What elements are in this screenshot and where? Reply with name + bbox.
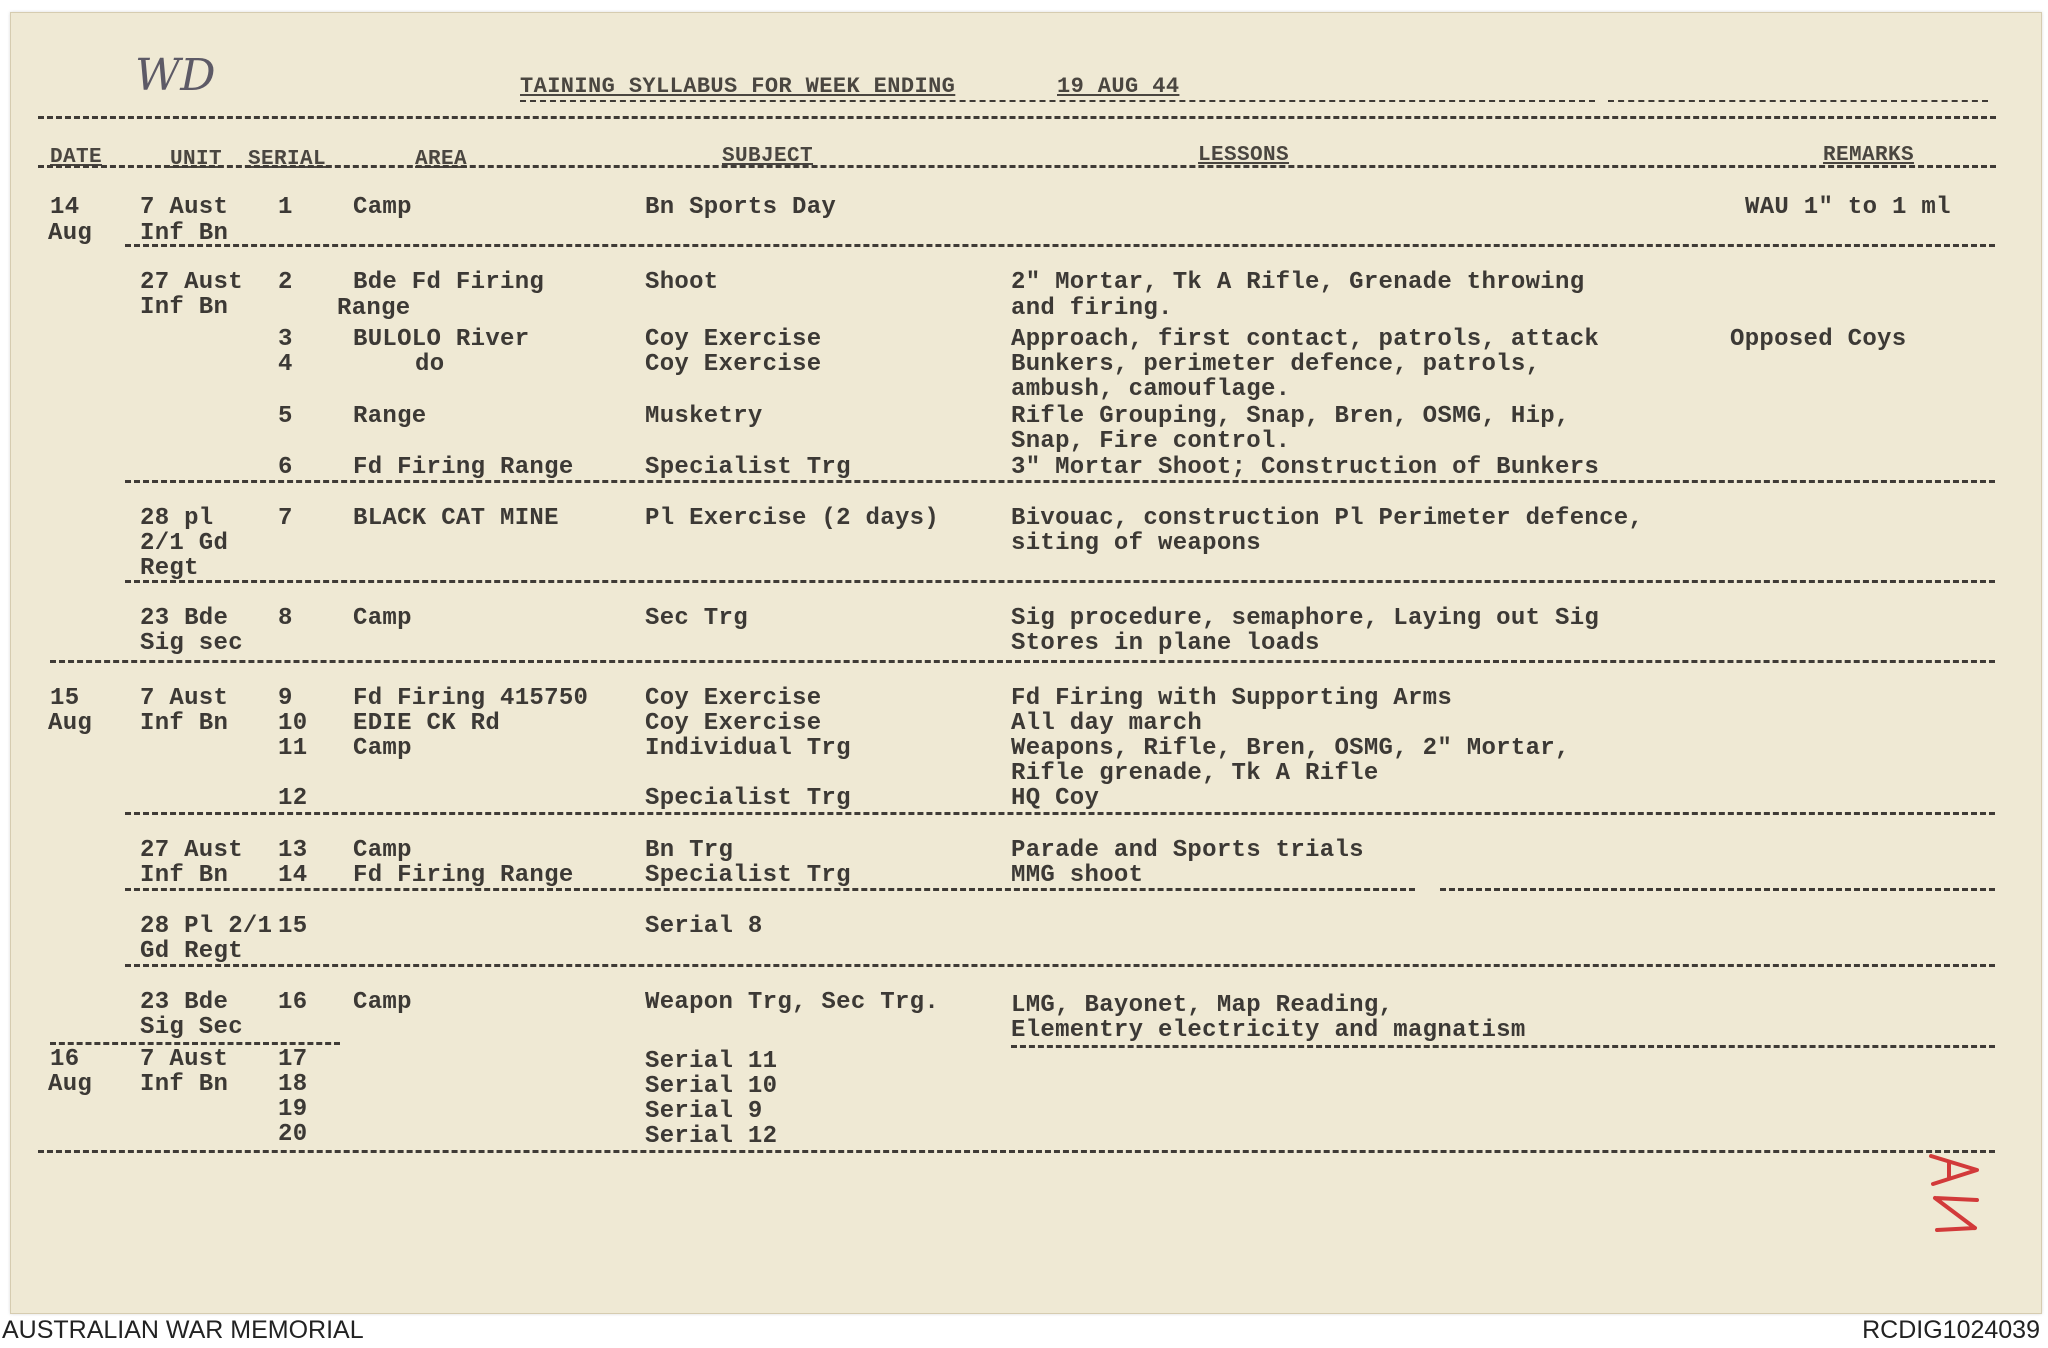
row13-lesson: Parade and Sports trials	[1011, 837, 1364, 864]
header-remarks: REMARKS	[1823, 144, 1915, 167]
row8-area: Camp	[353, 605, 412, 632]
rule-day14	[50, 660, 1995, 663]
row3-area: BULOLO River	[353, 326, 530, 353]
rule-row14	[125, 888, 1415, 891]
row12-serial: 12	[278, 785, 308, 812]
row6-area: Fd Firing Range	[353, 454, 574, 481]
row2-lesson-2: and firing.	[1011, 295, 1173, 322]
row12-subject: Specialist Trg	[645, 785, 851, 812]
date-15-month: Aug	[48, 710, 93, 737]
date-14-month: Aug	[48, 220, 93, 247]
row9-unit: 7 Aust	[140, 685, 229, 712]
row11-lesson: Weapons, Rifle, Bren, OSMG, 2" Mortar,	[1011, 735, 1570, 762]
row5-area: Range	[353, 403, 427, 430]
row16-serial: 16	[278, 989, 308, 1016]
row20-serial: 20	[278, 1121, 308, 1148]
header-area: AREA	[415, 148, 468, 171]
row4-subject: Coy Exercise	[645, 351, 822, 378]
header-date: DATE	[50, 146, 103, 169]
header-unit: UNIT	[170, 148, 223, 171]
row5-serial: 5	[278, 403, 293, 430]
row13-area: Camp	[353, 837, 412, 864]
row7-serial: 7	[278, 505, 293, 532]
row16-unit: 23 Bde	[140, 989, 229, 1016]
row11-subject: Individual Trg	[645, 735, 851, 762]
rule-row6	[125, 480, 1995, 483]
row15-subject: Serial 8	[645, 913, 763, 940]
row2-area-2: Range	[337, 295, 411, 322]
row7-unit-2: 2/1 Gd	[140, 530, 229, 557]
row7-lesson: Bivouac, construction Pl Perimeter defence,	[1011, 505, 1644, 532]
row1-area: Camp	[353, 194, 412, 221]
row9-area: Fd Firing 415750	[353, 685, 589, 712]
rule-top	[38, 116, 1996, 119]
date-16-month: Aug	[48, 1071, 93, 1098]
row3-lesson: Approach, first contact, patrols, attack	[1011, 326, 1600, 353]
row16-subject: Weapon Trg, Sec Trg.	[645, 989, 940, 1016]
row9-serial: 9	[278, 685, 293, 712]
row11-lesson-2: Rifle grenade, Tk A Rifle	[1011, 760, 1379, 787]
row15-unit-2: Gd Regt	[140, 938, 243, 965]
header-subject: SUBJECT	[722, 145, 814, 168]
row17-unit: 7 Aust	[140, 1046, 229, 1073]
row15-serial: 15	[278, 913, 308, 940]
row7-area: BLACK CAT MINE	[353, 505, 559, 532]
row11-serial: 11	[278, 735, 308, 762]
rule-header	[38, 165, 1996, 168]
row17-serial: 17	[278, 1046, 308, 1073]
row1-serial: 1	[278, 194, 293, 221]
row10-area: EDIE CK Rd	[353, 710, 501, 737]
row7-lesson-2: siting of weapons	[1011, 530, 1261, 557]
row16-lesson: LMG, Bayonet, Map Reading,	[1011, 992, 1394, 1019]
row4-lesson: Bunkers, perimeter defence, patrols,	[1011, 351, 1541, 378]
row12-lesson: HQ Coy	[1011, 785, 1100, 812]
date-16-day: 16	[50, 1046, 80, 1073]
row5-lesson-2: Snap, Fire control.	[1011, 428, 1291, 455]
date-14-day: 14	[50, 194, 80, 221]
row19-subject: Serial 9	[645, 1098, 763, 1125]
rule-row14-right	[1440, 888, 1995, 891]
row8-unit-2: Sig sec	[140, 630, 243, 657]
rule-row1	[125, 244, 1995, 247]
row2-unit: 27 Aust	[140, 269, 243, 296]
row8-serial: 8	[278, 605, 293, 632]
header-lessons: LESSONS	[1198, 144, 1290, 167]
header-serial: SERIAL	[248, 148, 327, 171]
row14-subject: Specialist Trg	[645, 862, 851, 889]
row6-lesson: 3" Mortar Shoot; Construction of Bunkers	[1011, 454, 1600, 481]
row17-unit-2: Inf Bn	[140, 1071, 229, 1098]
title-underline-right	[1608, 100, 1988, 102]
row17-subject: Serial 11	[645, 1048, 778, 1075]
row11-area: Camp	[353, 735, 412, 762]
rule-day15-left	[50, 1042, 340, 1045]
row3-subject: Coy Exercise	[645, 326, 822, 353]
red-page-stamp	[1925, 1150, 1985, 1240]
row16-unit-2: Sig Sec	[140, 1014, 243, 1041]
row10-subject: Coy Exercise	[645, 710, 822, 737]
rule-row15	[125, 964, 1995, 967]
row2-subject: Shoot	[645, 269, 719, 296]
row10-serial: 10	[278, 710, 308, 737]
footer-record-id: RCDIG1024039	[1862, 1316, 2040, 1344]
row2-area: Bde Fd Firing	[353, 269, 545, 296]
rule-row12	[125, 812, 1995, 815]
row1-unit-2: Inf Bn	[140, 220, 229, 247]
row10-lesson: All day march	[1011, 710, 1203, 737]
row2-lesson: 2" Mortar, Tk A Rifle, Grenade throwing	[1011, 269, 1585, 296]
row5-subject: Musketry	[645, 403, 763, 430]
row8-lesson-2: Stores in plane loads	[1011, 630, 1320, 657]
row2-unit-2: Inf Bn	[140, 294, 229, 321]
row1-subject: Bn Sports Day	[645, 194, 837, 221]
row13-serial: 13	[278, 837, 308, 864]
rule-day15-right	[1011, 1045, 1995, 1048]
rule-row7	[125, 580, 1995, 583]
row9-subject: Coy Exercise	[645, 685, 822, 712]
row8-unit: 23 Bde	[140, 605, 229, 632]
row2-serial: 2	[278, 269, 293, 296]
row16-area: Camp	[353, 989, 412, 1016]
handwritten-mark: WD	[135, 50, 216, 101]
row1-unit: 7 Aust	[140, 194, 229, 221]
title-underline	[520, 100, 1595, 102]
row4-serial: 4	[278, 351, 293, 378]
row14-area: Fd Firing Range	[353, 862, 574, 889]
row13-unit-2: Inf Bn	[140, 862, 229, 889]
row19-serial: 19	[278, 1096, 308, 1123]
row6-subject: Specialist Trg	[645, 454, 851, 481]
row14-lesson: MMG shoot	[1011, 862, 1144, 889]
row20-subject: Serial 12	[645, 1123, 778, 1150]
row1-remarks: WAU 1" to 1 ml	[1745, 194, 1951, 221]
row4-area: do	[415, 351, 445, 378]
row15-unit: 28 Pl 2/1	[140, 913, 273, 940]
row13-unit: 27 Aust	[140, 837, 243, 864]
page-title: TAINING SYLLABUS FOR WEEK ENDING	[520, 74, 956, 99]
footer-institution: AUSTRALIAN WAR MEMORIAL	[2, 1316, 364, 1344]
title-date: 19 AUG 44	[1057, 74, 1180, 99]
document-paper	[10, 12, 2042, 1314]
row3-serial: 3	[278, 326, 293, 353]
date-15-day: 15	[50, 685, 80, 712]
row9-lesson: Fd Firing with Supporting Arms	[1011, 685, 1453, 712]
row7-unit: 28 pl	[140, 505, 214, 532]
row18-serial: 18	[278, 1071, 308, 1098]
row7-unit-3: Regt	[140, 555, 199, 582]
rule-bottom	[38, 1150, 1995, 1153]
row16-lesson-2: Elementry electricity and magnatism	[1011, 1017, 1526, 1044]
row6-serial: 6	[278, 454, 293, 481]
row8-subject: Sec Trg	[645, 605, 748, 632]
row13-subject: Bn Trg	[645, 837, 734, 864]
row5-lesson: Rifle Grouping, Snap, Bren, OSMG, Hip,	[1011, 403, 1570, 430]
row3-remarks: Opposed Coys	[1730, 326, 1907, 353]
row9-unit-2: Inf Bn	[140, 710, 229, 737]
row18-subject: Serial 10	[645, 1073, 778, 1100]
row8-lesson: Sig procedure, semaphore, Laying out Sig	[1011, 605, 1600, 632]
row7-subject: Pl Exercise (2 days)	[645, 505, 940, 532]
row4-lesson-2: ambush, camouflage.	[1011, 376, 1291, 403]
row14-serial: 14	[278, 862, 308, 889]
